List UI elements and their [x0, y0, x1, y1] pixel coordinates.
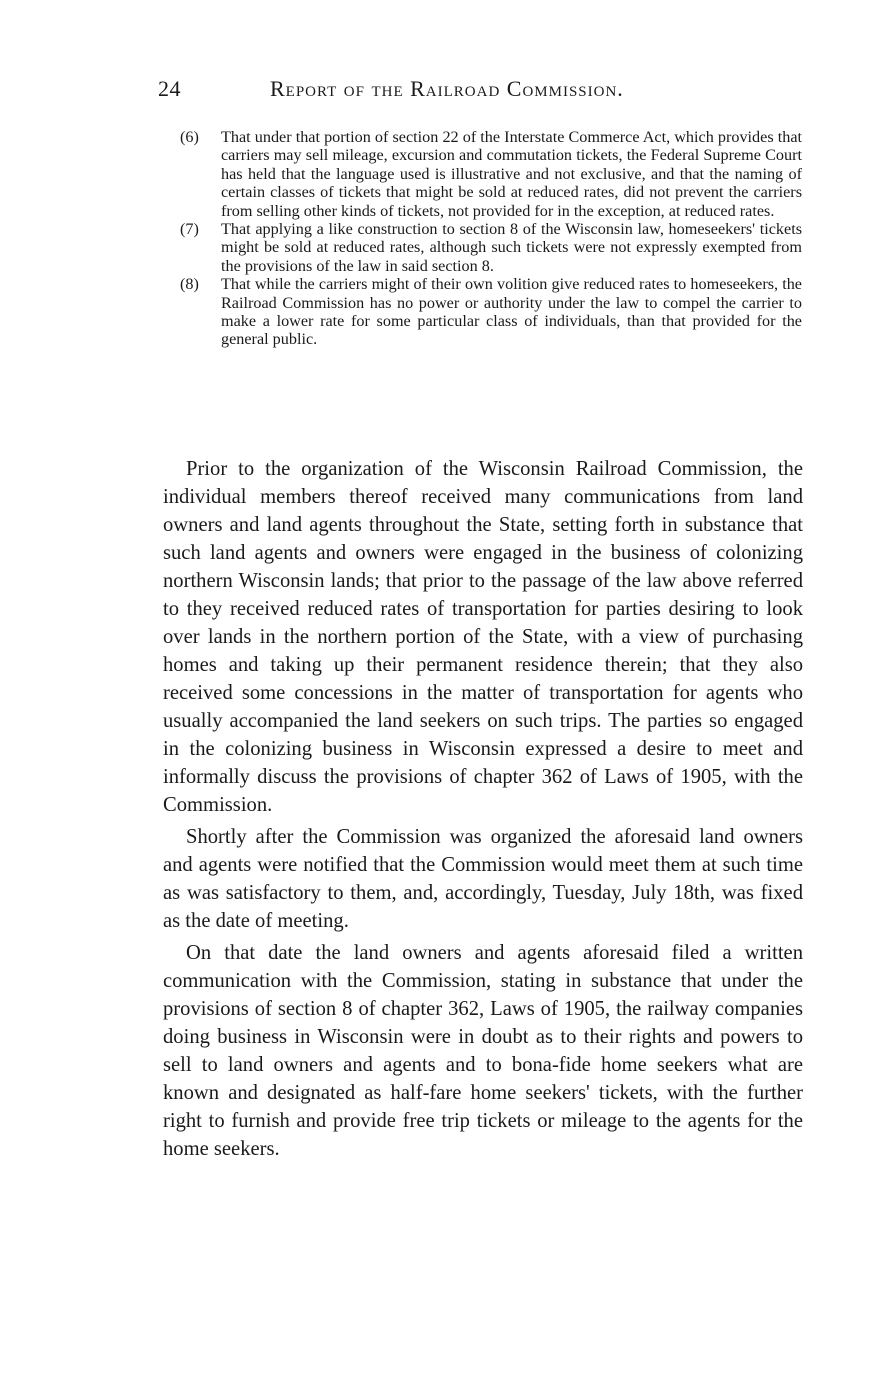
body-paragraph: Prior to the organization of the Wisconsin Railroad Commission, the individual members thereof received many communications from land owners and land agents throughout the State, setting forth in substance that such land agents and owners were engaged in the business of colonizing northern Wisconsin lands; that prior to the passage of the law above referred to they received reduced rates of transportation for parties desiring to look over lands in the northern portion of the State, with a view of purchasing homes and taking up their permanent residence therein; that they also received some concessions in the matter of transportation for agents who usually accompanied the land seekers on such trips. The parties so engaged in the colonizing business in Wisconsin expressed a desire to meet and informally discuss the provisions of chapter 362 of Laws of 1905, with the Commission.	[163, 458, 803, 816]
body-paragraph: On that date the land owners and agents aforesaid filed a written communication with the Commission, stating in substance that under the provisions of section 8 of chapter 362, Laws of 1905, the railway companies doing business in Wisconsin were in doubt as to their rights and powers to sell to land owners and agents and to bona-fide home seekers what are known and designated as half-fare home seekers' tickets, with the further right to furnish and provide free trip tickets or mileage to the agents for the home seekers.	[163, 942, 803, 1160]
finding-text: That applying a like construction to section 8 of the Wisconsin law, homeseekers' tickets might be sold at reduced rates, although such tickets were not expressly exempted from the provisions of the law in said section 8.	[221, 220, 802, 275]
finding-item	[180, 128, 802, 220]
finding-text: That while the carriers might of their own volition give reduced rates to homeseekers, the Railroad Commission has no power or authority under the law to compel the carrier to make a lower rate for some particular class of individuals, than that provided for the general public.	[221, 275, 802, 349]
finding-text: That under that portion of section 22 of the Interstate Commerce Act, which provides that carriers may sell mileage, excursion and commutation tickets, the Federal Supreme Court has held that the language used is illustrative and not exclusive, and that the naming of certain classes of tickets that might be sold at reduced rates, did not prevent the carriers from selling other kinds of tickets, not provided for in the exception, at reduced rates.	[221, 128, 802, 220]
finding-number: (8)	[180, 275, 199, 294]
page-number: 24	[158, 76, 181, 101]
finding-item	[180, 220, 802, 275]
body-paragraph: Shortly after the Commission was organized the aforesaid land owners and agents were notified that the Commission would meet them at such time as was satisfactory to them, and, accordingly, Tuesday, July 18th, was fixed as the date of meeting.	[163, 826, 803, 932]
finding-number: (6)	[180, 128, 199, 146]
body-text	[163, 455, 803, 1167]
numbered-findings-list	[180, 128, 802, 349]
finding-number: (7)	[180, 220, 199, 239]
running-title: Report of the Railroad Commission.	[270, 76, 624, 101]
running-header	[158, 76, 698, 106]
finding-item	[180, 275, 802, 349]
